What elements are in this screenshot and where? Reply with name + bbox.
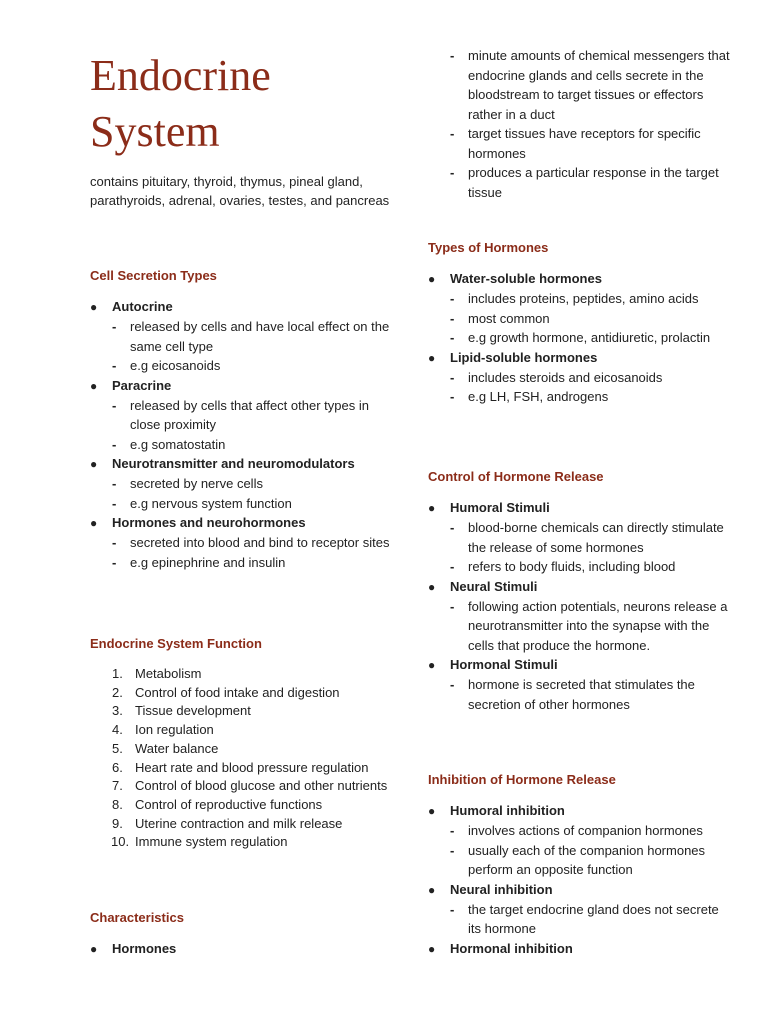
intro-text: contains pituitary, thyroid, thymus, pineal gland, parathyroids, adrenal, ovaries, testes, and pancreas xyxy=(90,174,390,208)
bullet-icon: ● xyxy=(428,501,436,515)
item-text: Ion regulation xyxy=(135,722,214,738)
numbered-list xyxy=(90,665,390,852)
dash-list xyxy=(112,474,390,513)
function-section xyxy=(90,635,390,852)
dash-icon: - xyxy=(112,476,117,491)
dash-text: target tissues have receptors for specific hormones xyxy=(468,126,701,161)
item-number: 6. xyxy=(112,759,123,775)
title-line-1: Endocrine xyxy=(90,51,271,100)
dash-text: involves actions of companion hormones xyxy=(468,823,703,838)
dash-list xyxy=(450,518,728,577)
dash-text: most common xyxy=(468,310,550,326)
dash-icon: - xyxy=(450,310,455,326)
item-number: 2. xyxy=(112,684,123,700)
item-text: Tissue development xyxy=(135,703,251,719)
dash-list xyxy=(450,46,730,202)
dash-list xyxy=(112,533,390,572)
dash-text: e.g LH, FSH, androgens xyxy=(468,389,609,404)
item-text: Heart rate and blood pressure regulation xyxy=(135,759,369,775)
bullet-list xyxy=(428,498,728,714)
dash-text: hormone is secreted that stimulates the secretion of other hormones xyxy=(468,677,695,712)
bullet-item xyxy=(428,880,728,939)
bullet-list xyxy=(428,801,728,959)
dash-text: released by cells and have local effect on the same cell type xyxy=(130,319,390,354)
dash-text: released by cells that affect other types in close proximity xyxy=(130,397,369,432)
bullet-icon: ● xyxy=(428,272,436,286)
dash-item xyxy=(450,821,728,841)
dash-list xyxy=(450,597,728,656)
dash-icon: - xyxy=(450,901,455,917)
dash-text: e.g epinephrine and insulin xyxy=(130,554,286,570)
bullet-label: Autocrine xyxy=(112,299,173,314)
item-text: Uterine contraction and milk release xyxy=(135,815,343,831)
item-text: Metabolism xyxy=(135,666,202,681)
bullet-icon: ● xyxy=(428,804,436,818)
dash-item xyxy=(450,46,730,124)
dash-text: refers to body fluids, including blood xyxy=(468,559,676,574)
dash-item xyxy=(112,356,390,376)
bullet-icon: ● xyxy=(428,658,436,672)
bullet-icon: ● xyxy=(428,941,436,956)
dash-text: produces a particular response in the target tissue xyxy=(468,165,719,200)
dash-item xyxy=(450,163,730,202)
dash-icon: - xyxy=(450,520,455,535)
bullet-list xyxy=(90,297,390,572)
dash-list xyxy=(450,821,728,880)
dash-icon: - xyxy=(112,397,117,413)
section-heading: Inhibition of Hormone Release xyxy=(428,772,616,787)
dash-list xyxy=(450,368,728,407)
continued-subitems xyxy=(450,46,730,202)
dash-item xyxy=(112,494,390,514)
cell-secretion-section xyxy=(90,267,390,572)
bullet-item xyxy=(90,513,390,572)
numbered-item xyxy=(112,777,390,796)
dash-text: following action potentials, neurons release a neurotransmitter into the synapse with the cells that produce the hormone. xyxy=(468,598,728,653)
dash-item xyxy=(450,289,728,309)
bullet-icon: ● xyxy=(90,378,98,393)
bullet-label: Neural inhibition xyxy=(450,881,553,897)
numbered-item xyxy=(112,815,390,834)
bullet-icon: ● xyxy=(90,457,98,471)
bullet-item xyxy=(428,801,728,880)
dash-icon: - xyxy=(450,842,455,858)
dash-item xyxy=(450,597,728,656)
bullet-icon: ● xyxy=(90,300,98,314)
numbered-item xyxy=(112,796,390,815)
dash-list xyxy=(450,900,728,939)
dash-icon: - xyxy=(112,358,117,373)
bullet-item xyxy=(428,939,728,959)
dash-text: the target endocrine gland does not secrete its hormone xyxy=(468,901,719,936)
bullet-item xyxy=(428,577,728,656)
dash-icon: - xyxy=(450,598,455,614)
numbered-item xyxy=(112,759,390,778)
dash-icon: - xyxy=(450,677,455,692)
numbered-item xyxy=(112,702,390,721)
numbered-item xyxy=(112,721,390,740)
bullet-label: Lipid-soluble hormones xyxy=(450,349,598,365)
dash-icon: - xyxy=(450,823,455,838)
dash-item xyxy=(112,553,390,573)
characteristics-section xyxy=(90,909,390,959)
dash-item xyxy=(450,124,730,163)
dash-text: usually each of the companion hormones perform an opposite function xyxy=(468,842,706,877)
dash-icon: - xyxy=(112,535,117,550)
dash-text: includes steroids and eicosanoids xyxy=(468,369,663,385)
dash-text: e.g growth hormone, antidiuretic, prolactin xyxy=(468,330,711,345)
item-text: Immune system regulation xyxy=(135,834,288,850)
item-number: 7. xyxy=(112,778,123,794)
dash-text: e.g eicosanoids xyxy=(130,358,221,373)
bullet-label: Hormones and neurohormones xyxy=(112,515,306,530)
page-title xyxy=(90,48,271,160)
dash-list xyxy=(112,396,390,455)
bullet-item xyxy=(428,348,728,407)
types-section xyxy=(428,239,728,407)
dash-icon: - xyxy=(450,369,455,385)
dash-item xyxy=(450,328,728,348)
bullet-icon: ● xyxy=(428,882,436,897)
bullet-label: Hormonal inhibition xyxy=(450,940,573,956)
numbered-item xyxy=(112,740,390,759)
section-heading: Control of Hormone Release xyxy=(428,469,604,484)
bullet-label: Hormonal Stimuli xyxy=(450,657,558,672)
dash-icon: - xyxy=(112,495,117,511)
bullet-item xyxy=(90,376,390,455)
item-number: 5. xyxy=(112,740,123,756)
title-line-2: System xyxy=(90,107,220,156)
bullet-list xyxy=(428,269,728,407)
dash-text: minute amounts of chemical messengers that endocrine glands and cells secrete in the bloodstream to target tissues or effectors rather in a duct xyxy=(468,48,730,122)
dash-item xyxy=(450,518,728,557)
bullet-item xyxy=(90,454,390,513)
dash-list xyxy=(112,317,390,376)
dash-item xyxy=(450,841,728,880)
dash-icon: - xyxy=(450,291,455,306)
section-heading: Types of Hormones xyxy=(428,240,549,255)
dash-list xyxy=(450,675,728,714)
dash-text: includes proteins, peptides, amino acids xyxy=(468,291,699,306)
bullet-item xyxy=(90,297,390,376)
bullet-label: Neural Stimuli xyxy=(450,578,538,594)
bullet-label: Humoral inhibition xyxy=(450,803,565,818)
dash-icon: - xyxy=(450,389,455,404)
dash-text: secreted by nerve cells xyxy=(130,476,263,491)
numbered-item xyxy=(112,684,390,703)
bullet-label: Hormones xyxy=(112,941,177,956)
dash-icon: - xyxy=(450,330,455,345)
dash-item xyxy=(112,435,390,455)
bullet-icon: ● xyxy=(90,942,98,956)
dash-icon: - xyxy=(112,319,117,334)
item-number: 10. xyxy=(111,834,130,850)
item-number: 8. xyxy=(112,796,123,812)
control-section xyxy=(428,468,728,714)
item-text: Water balance xyxy=(135,740,219,756)
bullet-item xyxy=(90,939,390,959)
item-text: Control of reproductive functions xyxy=(135,796,323,812)
dash-icon: - xyxy=(112,554,117,570)
dash-item xyxy=(112,474,390,494)
bullet-item xyxy=(428,655,728,714)
section-heading: Characteristics xyxy=(90,910,184,925)
dash-icon: - xyxy=(450,165,455,180)
bullet-label: Humoral Stimuli xyxy=(450,500,550,515)
item-text: Control of food intake and digestion xyxy=(135,684,340,700)
dash-item xyxy=(112,396,390,435)
dash-text: blood-borne chemicals can directly stimulate the release of some hormones xyxy=(468,520,724,555)
dash-text: e.g nervous system function xyxy=(130,495,292,511)
dash-icon: - xyxy=(450,48,455,63)
item-number: 4. xyxy=(112,722,123,738)
bullet-icon: ● xyxy=(428,350,436,365)
bullet-label: Neurotransmitter and neuromodulators xyxy=(112,456,355,471)
bullet-icon: ● xyxy=(428,579,436,594)
dash-item xyxy=(450,368,728,388)
dash-item xyxy=(450,387,728,407)
section-heading: Endocrine System Function xyxy=(90,636,262,651)
dash-icon: - xyxy=(112,436,117,452)
bullet-label: Paracrine xyxy=(112,377,172,393)
dash-icon: - xyxy=(450,559,455,574)
dash-item xyxy=(450,309,728,329)
inhibition-section xyxy=(428,771,728,959)
numbered-item xyxy=(112,833,390,852)
dash-icon: - xyxy=(450,126,455,141)
dash-item xyxy=(112,317,390,356)
item-number: 3. xyxy=(112,703,123,719)
dash-item xyxy=(450,675,728,714)
bullet-list xyxy=(90,939,390,959)
numbered-item xyxy=(112,665,390,684)
bullet-item xyxy=(428,498,728,577)
section-heading: Cell Secretion Types xyxy=(90,268,217,283)
bullet-label: Water-soluble hormones xyxy=(450,271,602,286)
dash-text: e.g somatostatin xyxy=(130,436,226,452)
dash-item xyxy=(450,900,728,939)
dash-item xyxy=(450,557,728,577)
bullet-item xyxy=(428,269,728,348)
item-number: 9. xyxy=(112,815,123,831)
bullet-icon: ● xyxy=(90,516,98,530)
dash-item xyxy=(112,533,390,553)
dash-text: secreted into blood and bind to receptor sites xyxy=(130,535,390,550)
item-number: 1. xyxy=(112,666,123,681)
item-text: Control of blood glucose and other nutrients xyxy=(135,778,388,794)
dash-list xyxy=(450,289,728,348)
